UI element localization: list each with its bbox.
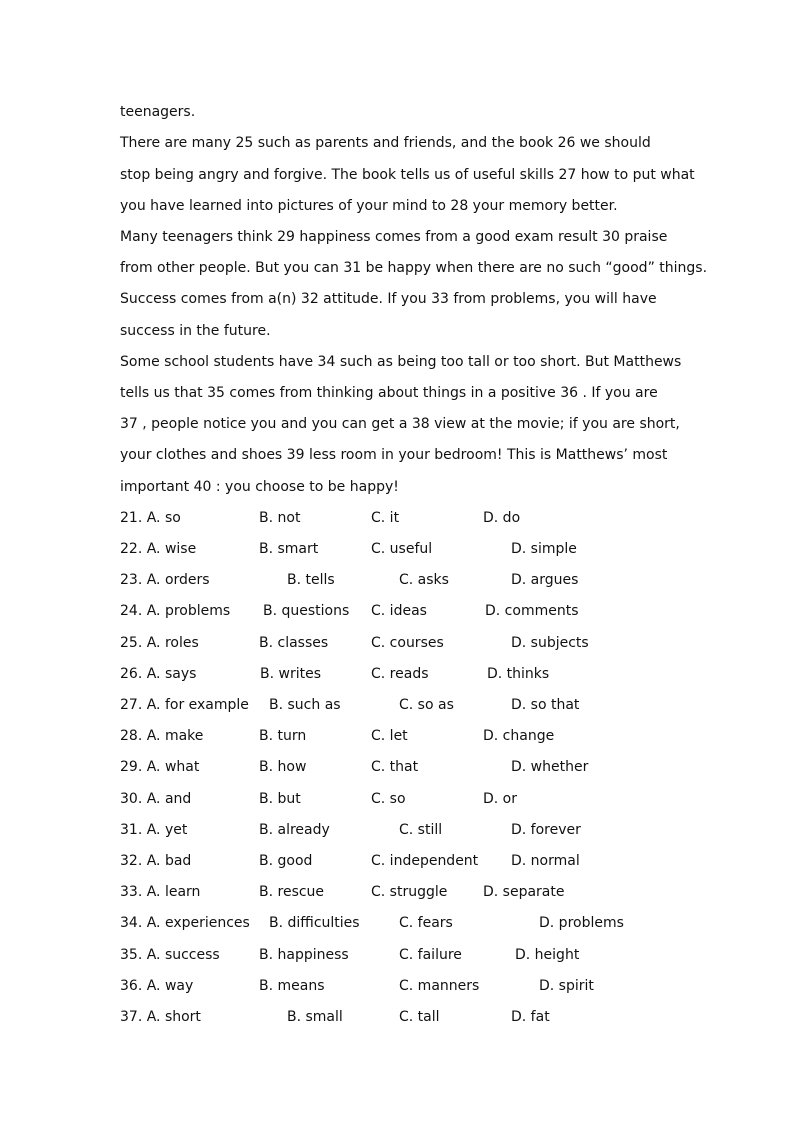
question-30-option-a: 30. A. and (120, 791, 192, 807)
question-32-option-a: 32. A. bad (120, 853, 192, 869)
question-29-option-a: 29. A. what (120, 759, 200, 775)
question-26-option-a: 26. A. says (120, 666, 197, 682)
question-25-option-d: D. subjects (511, 635, 589, 651)
question-24-option-d: D. comments (485, 603, 579, 619)
question-32-option-c: C. independent (371, 853, 479, 869)
question-37-option-b: B. small (287, 1009, 343, 1025)
question-24-option-c: C. ideas (371, 603, 427, 619)
question-30-option-d: D. or (483, 791, 518, 807)
question-31-option-d: D. forever (511, 822, 581, 838)
question-31-option-a: 31. A. yet (120, 822, 188, 838)
question-28-option-c: C. let (371, 728, 408, 744)
passage-line: stop being angry and forgive. The book tells us of useful skills 27 how to put what (120, 167, 695, 183)
question-31-option-b: B. already (259, 822, 330, 838)
question-36-option-c: C. manners (399, 978, 480, 994)
question-22-option-a: 22. A. wise (120, 541, 197, 557)
question-37-option-c: C. tall (399, 1009, 440, 1025)
question-26-option-d: D. thinks (487, 666, 550, 682)
question-25-option-b: B. classes (259, 635, 329, 651)
question-22-option-d: D. simple (511, 541, 577, 557)
question-24-option-a: 24. A. problems (120, 603, 231, 619)
question-34-option-c: C. fears (399, 915, 453, 931)
passage-line: you have learned into pictures of your mind to 28 your memory better. (120, 198, 618, 214)
passage-line: Some school students have 34 such as being too tall or too short. But Matthews (120, 354, 682, 370)
question-33-option-a: 33. A. learn (120, 884, 201, 900)
question-21-option-d: D. do (483, 510, 521, 526)
question-31-option-c: C. still (399, 822, 443, 838)
question-34-option-a: 34. A. experiences (120, 915, 250, 931)
passage-line: Many teenagers think 29 happiness comes from a good exam result 30 praise (120, 229, 668, 245)
passage-line: There are many 25 such as parents and friends, and the book 26 we should (120, 135, 651, 151)
question-32-option-b: B. good (259, 853, 313, 869)
question-35-option-c: C. failure (399, 947, 462, 963)
passage-line: 37 , people notice you and you can get a 38 view at the movie; if you are short, (120, 416, 680, 432)
question-22-option-b: B. smart (259, 541, 319, 557)
question-28-option-d: D. change (483, 728, 555, 744)
question-33-option-d: D. separate (483, 884, 565, 900)
question-34-option-d: D. problems (539, 915, 624, 931)
passage-line: teenagers. (120, 104, 196, 120)
question-28-option-a: 28. A. make (120, 728, 204, 744)
question-25-option-a: 25. A. roles (120, 635, 199, 651)
question-22-option-c: C. useful (371, 541, 433, 557)
question-35-option-b: B. happiness (259, 947, 349, 963)
question-32-option-d: D. normal (511, 853, 580, 869)
question-27-option-d: D. so that (511, 697, 580, 713)
question-33-option-b: B. rescue (259, 884, 325, 900)
question-26-option-c: C. reads (371, 666, 429, 682)
passage-line: Success comes from a(n) 32 attitude. If you 33 from problems, you will have (120, 291, 657, 307)
question-27-option-c: C. so as (399, 697, 454, 713)
question-21-option-a: 21. A. so (120, 510, 181, 526)
question-36-option-a: 36. A. way (120, 978, 194, 994)
question-23-option-c: C. asks (399, 572, 449, 588)
question-23-option-a: 23. A. orders (120, 572, 210, 588)
question-29-option-c: C. that (371, 759, 419, 775)
question-33-option-c: C. struggle (371, 884, 448, 900)
question-24-option-b: B. questions (263, 603, 350, 619)
passage-line: your clothes and shoes 39 less room in your bedroom! This is Matthews’ most (120, 447, 668, 463)
question-28-option-b: B. turn (259, 728, 307, 744)
question-25-option-c: C. courses (371, 635, 444, 651)
question-36-option-d: D. spirit (539, 978, 594, 994)
question-27-option-a: 27. A. for example (120, 697, 249, 713)
question-30-option-c: C. so (371, 791, 406, 807)
question-23-option-d: D. argues (511, 572, 579, 588)
passage-line: important 40 : you choose to be happy! (120, 479, 399, 495)
question-21-option-c: C. it (371, 510, 400, 526)
question-35-option-d: D. height (515, 947, 580, 963)
question-23-option-b: B. tells (287, 572, 335, 588)
passage-line: tells us that 35 comes from thinking about things in a positive 36 . If you are (120, 385, 658, 401)
question-29-option-d: D. whether (511, 759, 589, 775)
question-29-option-b: B. how (259, 759, 307, 775)
question-21-option-b: B. not (259, 510, 301, 526)
question-26-option-b: B. writes (260, 666, 321, 682)
question-37-option-a: 37. A. short (120, 1009, 201, 1025)
passage-line: from other people. But you can 31 be happy when there are no such “good” things. (120, 260, 708, 276)
question-35-option-a: 35. A. success (120, 947, 220, 963)
question-36-option-b: B. means (259, 978, 325, 994)
question-34-option-b: B. difficulties (269, 915, 360, 931)
passage-line: success in the future. (120, 323, 271, 339)
question-27-option-b: B. such as (269, 697, 341, 713)
question-37-option-d: D. fat (511, 1009, 550, 1025)
question-30-option-b: B. but (259, 791, 301, 807)
